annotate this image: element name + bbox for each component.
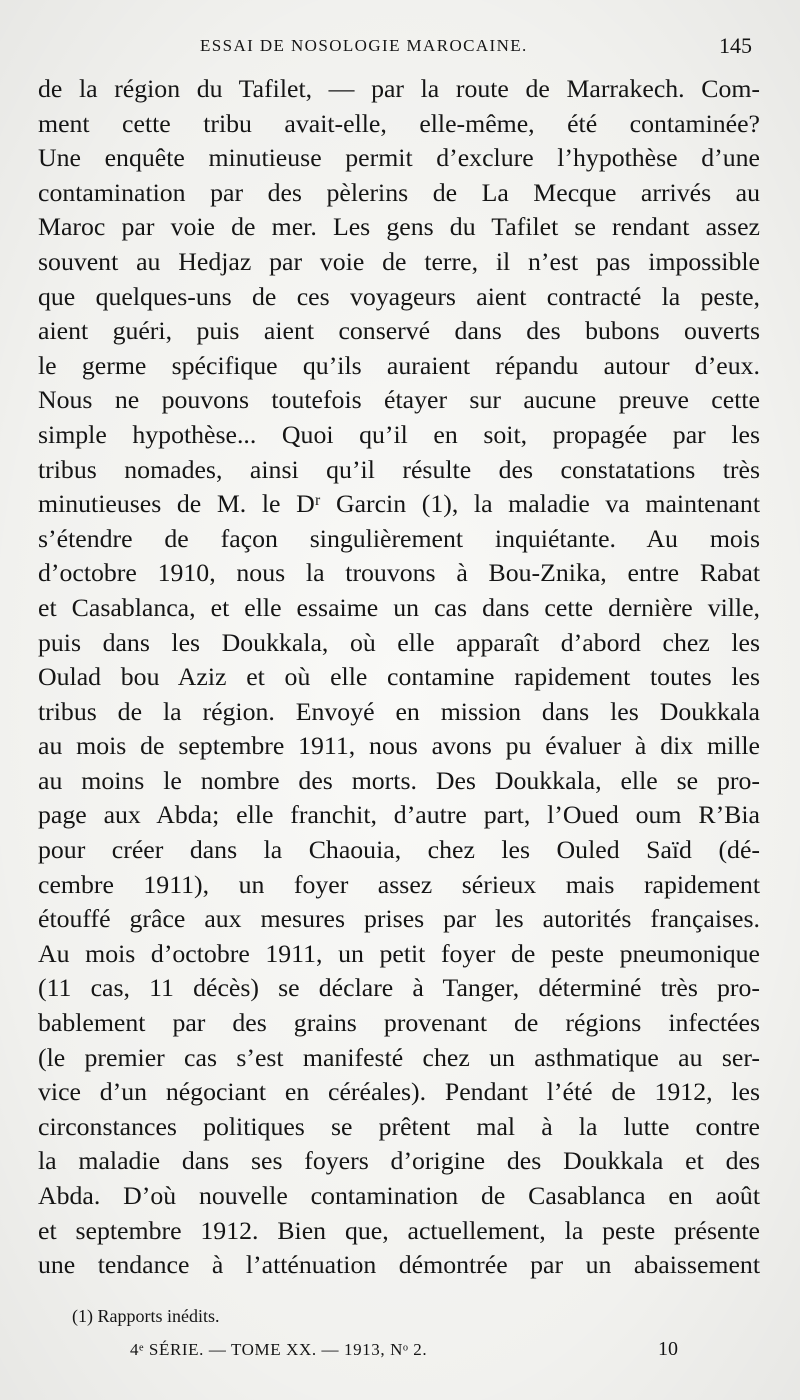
body-text	[38, 72, 760, 1283]
page-footer	[0, 1336, 800, 1366]
page-header	[0, 34, 800, 64]
text-line: aient guéri, puis aient conservé dans des bubons ouverts	[38, 316, 760, 346]
text-line: au mois de septembre 1911, nous avons pu évaluer à dix mille	[38, 731, 760, 761]
text-line: Oulad bou Aziz et où elle contamine rapidement toutes les	[38, 662, 760, 692]
text-line: Une enquête minutieuse permit d’exclure l’hypothèse d’une	[38, 143, 760, 173]
text-line: la maladie dans ses foyers d’origine des Doukkala et des	[38, 1146, 760, 1176]
text-line: (le premier cas s’est manifesté chez un asthmatique au ser-	[38, 1042, 760, 1072]
text-line: (11 cas, 11 décès) se déclare à Tanger, déterminé très pro-	[38, 973, 760, 1003]
text-line: bablement par des grains provenant de régions infectées	[38, 1008, 760, 1038]
running-title: ESSAI DE NOSOLOGIE MAROCAINE.	[200, 36, 528, 55]
text-line: au moins le nombre des morts. Des Doukkala, elle se pro-	[38, 765, 760, 795]
text-line: minutieuses de M. le Dʳ Garcin (1), la maladie va maintenant	[38, 489, 760, 519]
sheet-number: 10	[658, 1338, 678, 1360]
text-line: tribus nomades, ainsi qu’il résulte des constatations très	[38, 454, 760, 484]
text-line: et Casablanca, et elle essaime un cas dans cette dernière ville,	[38, 592, 760, 622]
text-line: contamination par des pèlerins de La Mecque arrivés au	[38, 177, 760, 207]
text-line: Maroc par voie de mer. Les gens du Tafilet se rendant assez	[38, 212, 760, 242]
text-line: ment cette tribu avait-elle, elle-même, été contaminée?	[38, 108, 760, 138]
text-line: Au mois d’octobre 1911, un petit foyer de peste pneumonique	[38, 938, 760, 968]
text-line: cembre 1911), un foyer assez sérieux mais rapidement	[38, 869, 760, 899]
text-line: Abda. D’où nouvelle contamination de Casablanca en août	[38, 1181, 760, 1210]
text-line: s’étendre de façon singulièrement inquiétante. Au mois	[38, 523, 760, 553]
text-line: tribus de la région. Envoyé en mission dans les Doukkala	[38, 696, 760, 726]
text-line: une tendance à l’atténuation démontrée par un abaissement	[38, 1250, 760, 1280]
page-number: 145	[719, 33, 752, 58]
text-line: puis dans les Doukkala, où elle apparaît d’abord chez les	[38, 627, 760, 657]
text-line: simple hypothèse... Quoi qu’il en soit, propagée par les	[38, 419, 760, 449]
text-line: que quelques-uns de ces voyageurs aient contracté la peste,	[38, 281, 760, 311]
text-line: de la région du Tafilet, — par la route de Marrakech. Com-	[38, 74, 760, 103]
text-line: le germe spécifique qu’ils auraient répandu autour d’eux.	[38, 350, 760, 380]
footnote: (1) Rapports inédits.	[72, 1306, 220, 1326]
text-line: souvent au Hedjaz par voie de terre, il n’est pas impossible	[38, 246, 760, 276]
text-line: circonstances politiques se prêtent mal à la lutte contre	[38, 1111, 760, 1141]
text-line: et septembre 1912. Bien que, actuellement, la peste présente	[38, 1215, 760, 1245]
text-line: page aux Abda; elle franchit, d’autre part, l’Oued oum R’Bia	[38, 800, 760, 830]
text-line: étouffé grâce aux mesures prises par les autorités françaises.	[38, 904, 760, 934]
text-line: pour créer dans la Chaouia, chez les Ouled Saïd (dé-	[38, 835, 760, 865]
text-line: Nous ne pouvons toutefois étayer sur aucune preuve cette	[38, 385, 760, 415]
text-line: d’octobre 1910, nous la trouvons à Bou-Znika, entre Rabat	[38, 558, 760, 588]
footer-signature-line: 4ᵉ SÉRIE. — TOME XX. — 1913, Nᵒ 2.	[130, 1340, 428, 1359]
text-line: vice d’un négociant en céréales). Pendant l’été de 1912, les	[38, 1077, 760, 1107]
